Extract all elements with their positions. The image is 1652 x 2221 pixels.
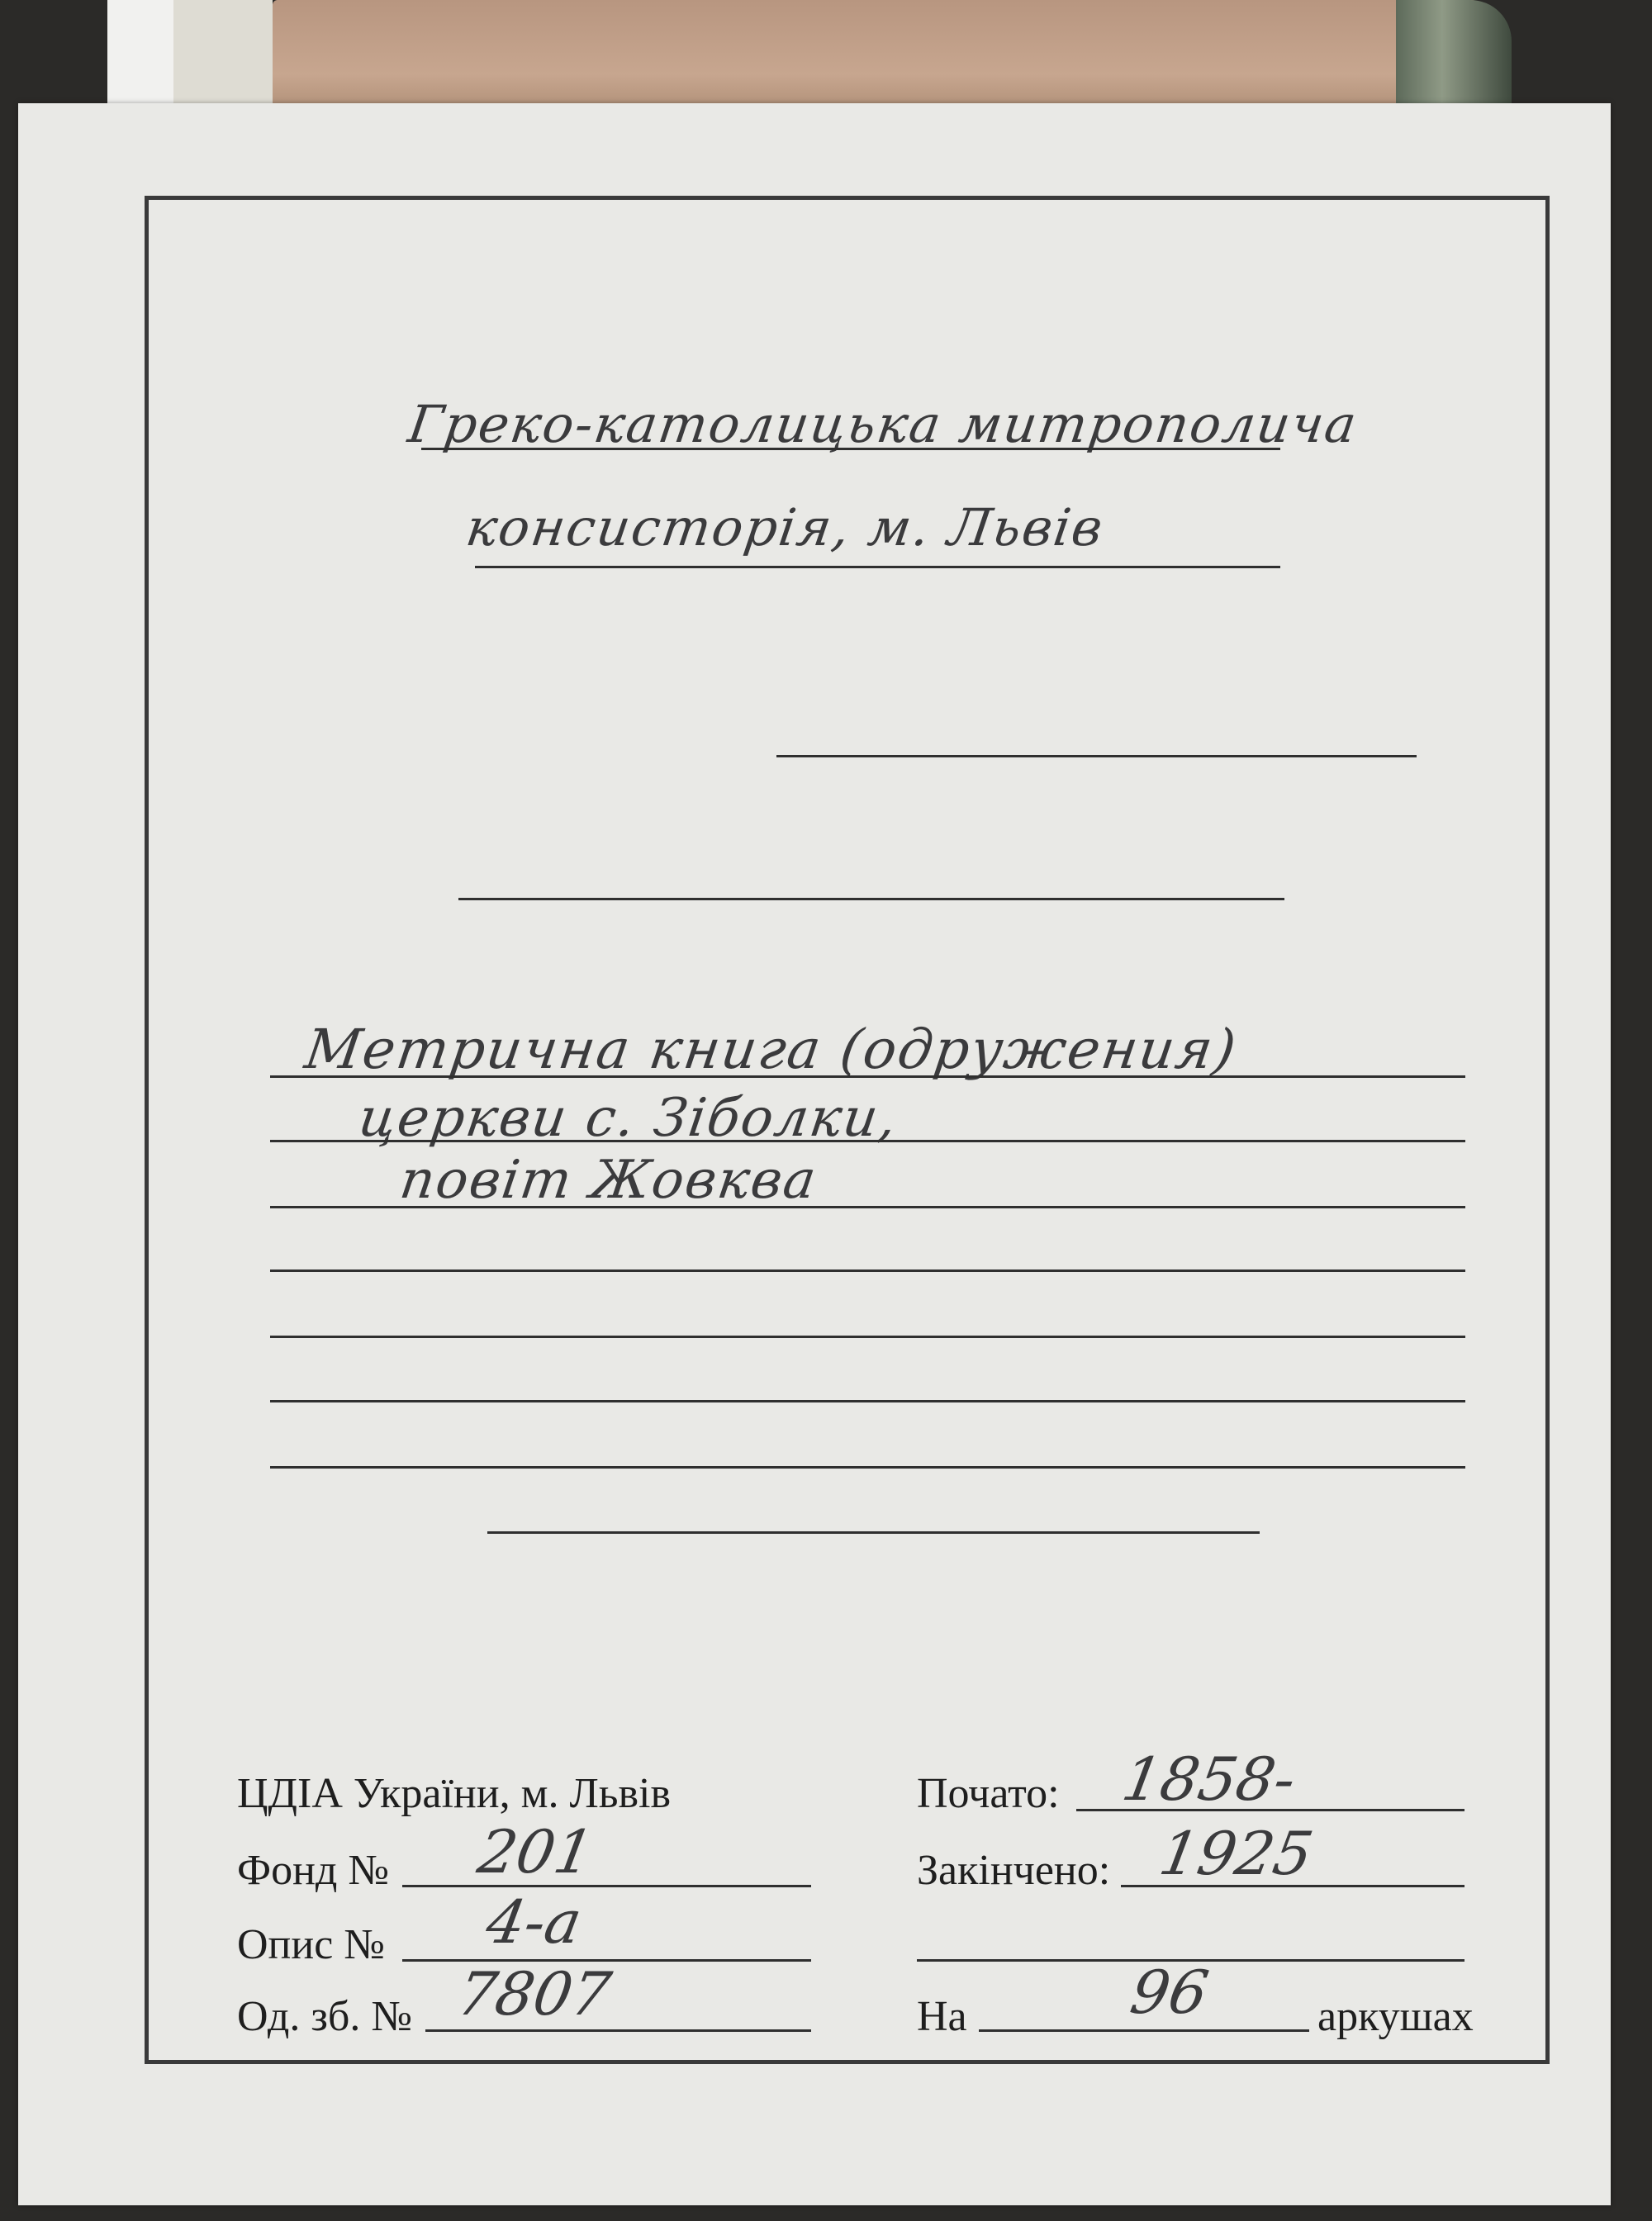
heading-line-1: Греко-католицька митрополича [404,394,1362,454]
fond-value: 201 [472,1817,599,1886]
binding-spine-strip [107,0,178,103]
description-line-2: церкви с. Зіболки, [354,1088,902,1149]
description-underline-1 [270,1075,1465,1078]
opys-label: Опис № [237,1921,385,1968]
od-zb-value: 7807 [452,1959,616,2029]
description-underline-6 [270,1400,1465,1402]
archive-institution: ЦДІА України, м. Львів [237,1770,672,1817]
blank-line-3 [487,1531,1260,1534]
sheets-prefix: На [917,1993,967,2040]
heading-line-2: консисторія, м. Львів [462,497,1108,558]
description-underline-2 [270,1140,1465,1142]
description-underline-7 [270,1466,1465,1469]
opys-value: 4-а [481,1887,587,1957]
sheets-value: 96 [1125,1958,1214,2027]
fond-label: Фонд № [237,1847,389,1894]
archive-cover-sheet [18,103,1611,2205]
start-value: 1858- [1117,1744,1301,1814]
end-label: Закінчено: [917,1847,1111,1894]
heading-underline-1 [421,448,1280,450]
description-line-1: Метрична книга (одружения) [301,1018,1241,1081]
od-zb-underline [425,2029,811,2032]
description-underline-5 [270,1336,1465,1338]
fond-underline [402,1885,811,1887]
od-zb-label: Од. зб. № [237,1993,412,2040]
blank-line-2 [458,898,1284,900]
sheets-suffix: аркушах [1317,1993,1474,2040]
heading-underline-2 [475,566,1280,568]
cover-frame [145,196,1550,2064]
description-underline-3 [270,1206,1465,1208]
start-label: Почато: [917,1770,1060,1817]
end-value: 1925 [1154,1819,1318,1888]
binding-spine-strip-2 [173,0,273,103]
description-line-3: повіт Жовква [396,1150,822,1211]
sheets-underline [979,2029,1309,2032]
blank-line-1 [776,755,1417,757]
description-underline-4 [270,1269,1465,1272]
